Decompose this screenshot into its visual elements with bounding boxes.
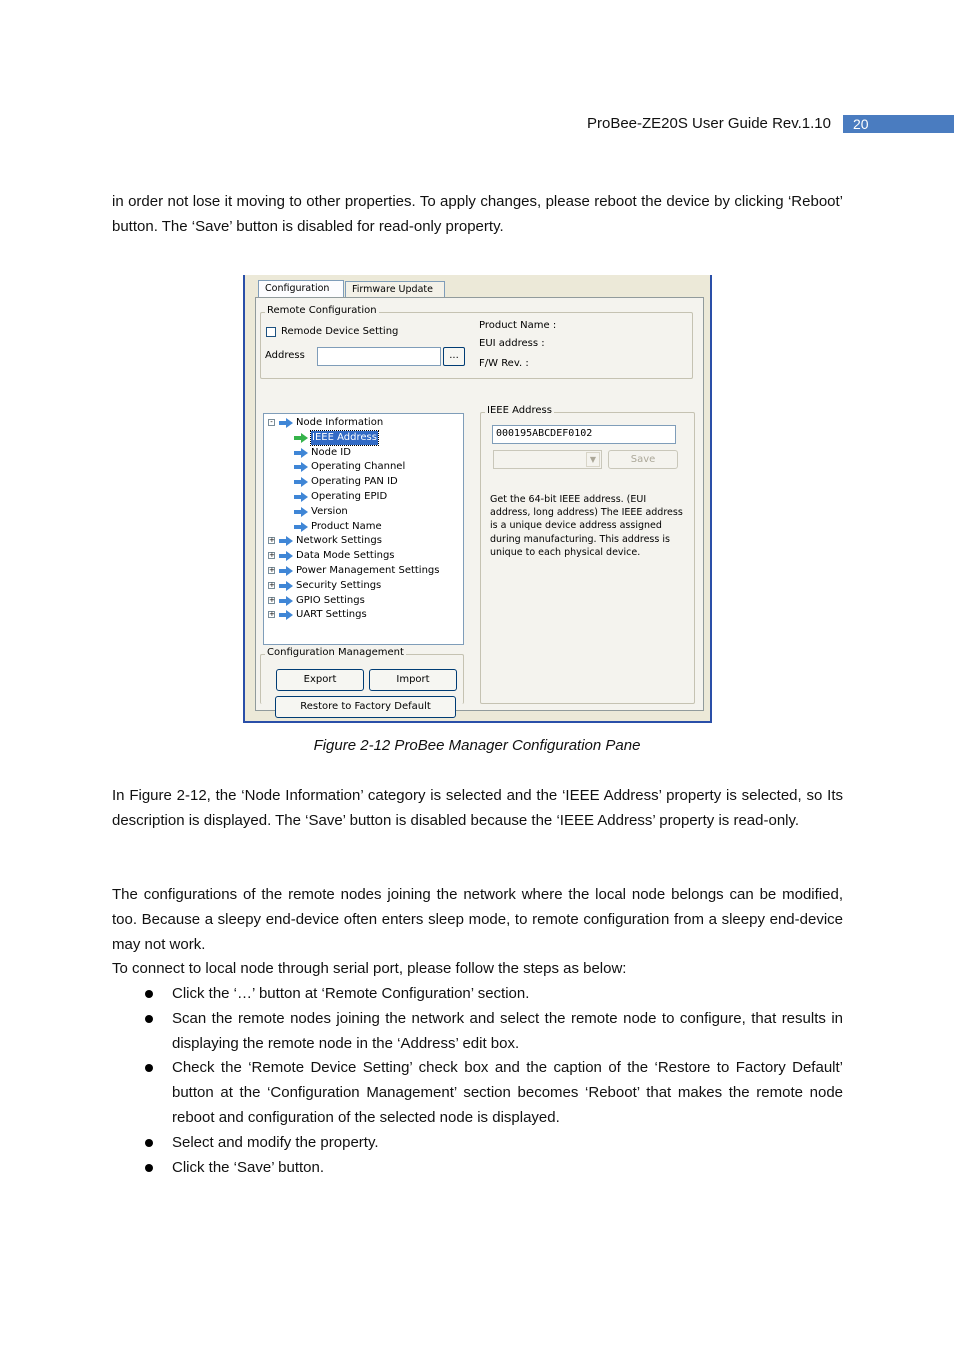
configuration-management-title: Configuration Management [267,647,404,658]
tree-item-property[interactable] [264,431,462,445]
property-description: Get the 64-bit IEEE address. (EUI address, long address) The IEEE address is a unique device address assigned during manufacturing. This address is unique to each physical device. [490,494,683,558]
collapse-icon[interactable]: - [268,419,275,426]
arrow-right-icon [279,566,293,576]
tree-item-category[interactable] [264,564,462,578]
arrow-right-icon [294,507,308,517]
expand-icon[interactable]: + [269,610,275,619]
expand-icon[interactable]: + [269,551,275,560]
probee-manager-screenshot [243,275,712,723]
list-item: Click the ‘Save’ button. [112,1156,843,1181]
bullet-icon [145,1064,153,1072]
remote-configuration-group [260,305,693,379]
tree-item-label: Operating EPID [311,491,388,502]
tree-item-category[interactable] [264,579,462,593]
tree-item-category[interactable] [264,594,462,608]
arrow-right-icon [279,551,293,561]
tree-item-label: Operating Channel [311,461,406,473]
tree-item-property[interactable] [264,520,462,534]
steps-list [112,982,843,1180]
tree-item-label: Node ID [311,446,351,458]
tree-item-label: UART Settings [296,609,367,621]
list-item: Scan the remote nodes joining the network and select the remote node to configure, that results in displaying the remote node in the ‘Address’ edit box. [112,1007,843,1057]
list-item: Click the ‘…’ button at ‘Remote Configuration’ section. [112,982,843,1007]
tree-item-property[interactable] [264,446,462,460]
save-button[interactable]: Save [608,450,678,469]
expand-icon[interactable]: + [269,580,275,589]
arrow-right-icon [279,418,293,428]
arrow-right-icon [294,462,308,472]
tree-item-property[interactable] [264,505,462,519]
chevron-down-icon: ▼ [586,452,600,467]
tree-item-label: Operating PAN ID [311,476,398,488]
product-name-label: Product Name : [479,320,557,331]
remote-configuration-title: Remote Configuration [267,305,377,316]
ieee-address-title: IEEE Address [487,405,552,416]
tree-item-label: Network Settings [296,535,382,547]
arrow-right-icon [279,596,293,606]
configuration-pane [255,297,704,711]
tree-item-property[interactable] [264,490,462,504]
address-label: Address [265,350,305,361]
tree-item-node-information[interactable] [264,416,462,430]
paragraph-remote-nodes: The configurations of the remote nodes joining the network where the local node belongs can be modified, too. Because a sleepy end-device often enters sleep mode, to remote configuration from a sleepy end-device may not work. [112,886,843,953]
intro-paragraph: in order not lose it moving to other properties. To apply changes, please reboot the device by clicking ‘Reboot’ button. The ‘Save’ button is disabled for read-only property. [112,193,843,235]
browse-button[interactable]: ... [443,347,465,366]
arrow-right-icon [294,522,308,532]
page-number: 20 [843,115,954,133]
bullet-icon [145,1164,153,1172]
export-button[interactable]: Export [276,669,364,691]
arrow-right-icon [294,477,308,487]
ieee-address-value[interactable]: 000195ABCDEF0102 [492,425,676,444]
tree-item-category[interactable] [264,534,462,548]
tree-item-label: Data Mode Settings [296,550,395,562]
tree-item-label: Version [311,505,348,517]
tree-item-label: IEEE Address [312,431,377,443]
arrow-right-icon [294,492,308,502]
fw-rev-label: F/W Rev. : [479,358,529,369]
expand-icon[interactable]: + [269,595,275,604]
expand-icon[interactable]: + [269,566,275,574]
arrow-right-icon [294,433,308,443]
paragraph-steps-intro: To connect to local node through serial port, please follow the steps as below: [112,960,627,977]
tab-configuration[interactable]: Configuration [258,280,344,298]
arrow-right-icon [279,536,293,546]
restore-factory-default-button[interactable]: Restore to Factory Default [275,696,456,718]
arrow-right-icon [279,610,293,620]
import-button[interactable]: Import [369,669,457,691]
list-item: Select and modify the property. [112,1131,843,1156]
tree-item-property[interactable] [264,475,462,489]
list-item: Check the ‘Remote Device Setting’ check box and the caption of the ‘Restore to Factory Default’ button at the ‘Configuration Management’ section becomes ‘Reboot’ that makes the remote node reboot and configuration of the selected node is displayed. [112,1056,843,1130]
arrow-right-icon [294,448,308,458]
tree-item-label: Power Management Settings [296,565,440,576]
tree-item-label: Security Settings [296,579,382,591]
figure-caption: Figure 2-12 ProBee Manager Configuration Pane [313,737,641,754]
tree-item-property[interactable] [264,460,462,474]
page-header [0,114,954,134]
tab-firmware-update[interactable]: Firmware Update [345,281,445,297]
arrow-right-icon [279,581,293,591]
document-title: ProBee-ZE20S User Guide Rev.1.10 [586,115,831,132]
remote-device-checkbox[interactable] [266,327,276,337]
tree-item-category[interactable] [264,608,462,622]
bullet-icon [145,1139,153,1147]
ieee-address-group [480,405,695,704]
remote-device-label: Remode Device Setting [281,326,399,337]
expand-icon[interactable]: + [269,536,275,545]
value-combobox [493,450,602,469]
bullet-icon [145,1015,153,1023]
property-tree[interactable] [263,413,464,645]
bullet-icon [145,990,153,998]
tree-item-label: GPIO Settings [296,594,365,606]
address-input[interactable] [317,347,441,366]
tree-item-label: Product Name [311,520,382,532]
eui-address-label: EUI address : [479,338,545,349]
paragraph-figure-description: In Figure 2-12, the ‘Node Information’ category is selected and the ‘IEEE Address’ property is selected, so Its description is displayed. The ‘Save’ button is disabled because the ‘IEEE Address’ property is read-only. [112,787,843,829]
tree-item-category[interactable] [264,549,462,563]
tree-item-label: Node Information [296,417,384,428]
